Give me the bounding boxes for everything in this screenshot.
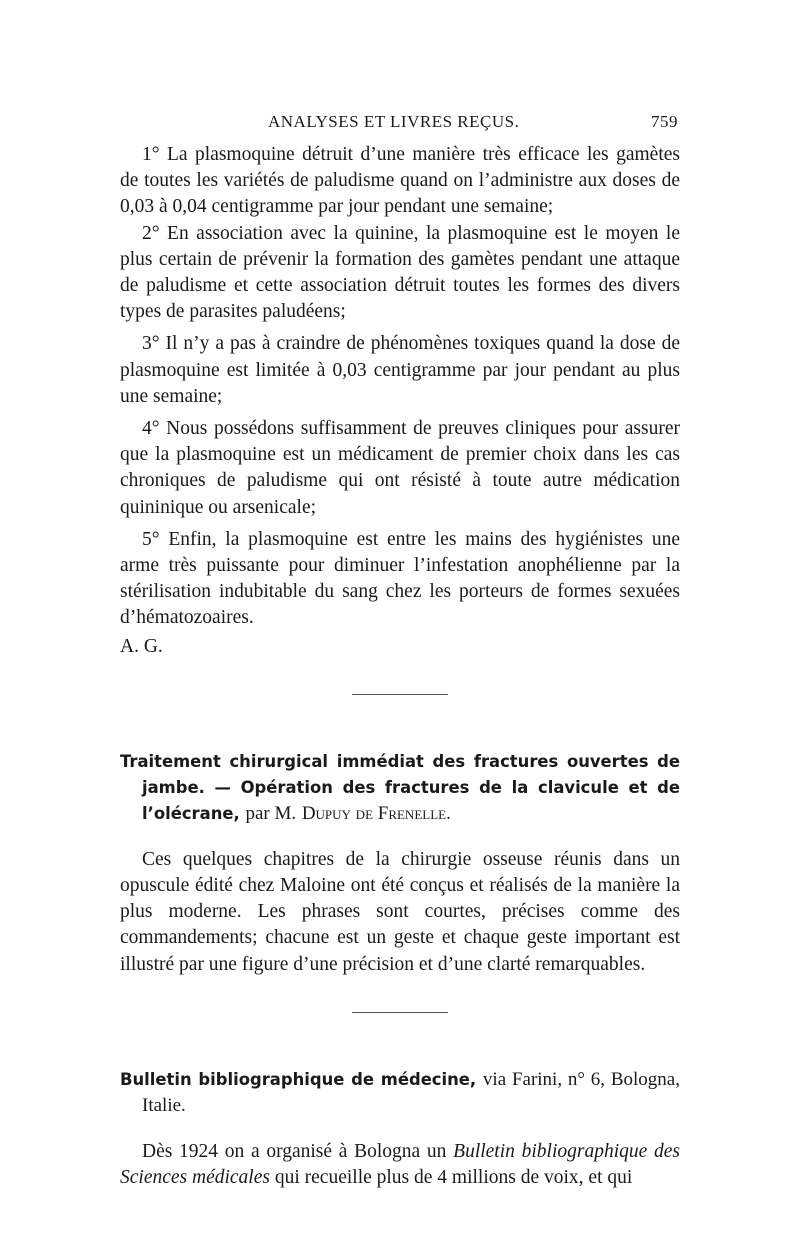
review-body: Ces quelques chapitres de la chirurgie osseuse réunis dans un opuscule édité chez Maloine ont été conçus et réalisés de la manière la plus moderne. Les phrases sont courtes, précises comme des commandements; chacune est un geste et chaque geste important est illustré par une figure d’une précision et d’une clarté remarquables. xyxy=(120,848,680,975)
review-title-bold: Traitement chirurgical immédiat des fractures ouvertes de jambe. — Opération des fractures de la clavicule et de l’olécrane, xyxy=(120,751,680,823)
bulletin-body-end: qui recueille plus de 4 millions de voix, et qui xyxy=(274,1167,633,1189)
conclusion-4: 4° Nous possédons suffisamment de preuves cliniques pour assurer que la plasmoquine est un médicament de premier choix dans les cas chroniques de paludisme qui ont résisté à toute autre médication quininique ou arsenicale; xyxy=(120,418,680,518)
bulletin-journal-title: Bulletin bibliographique des Sciences médicales xyxy=(120,1140,680,1189)
bulletin-title-bold: Bulletin bibliographique de médecine, xyxy=(120,1069,477,1089)
conclusion-5: 5° Enfin, la plasmoquine est entre les mains des hygiénistes une arme très puissante pour diminuer l’infestation anophélienne par la stérilisation indubitable du sang chez les porteurs de formes sexuées d’hématozoaires. xyxy=(120,528,680,629)
separator-rule xyxy=(352,1012,448,1013)
conclusion-1: 1° La plasmoquine détruit d’une manière très efficace les gamètes de toutes les variétés de paludisme quand on l’administre aux doses de 0,03 à 0,04 centigramme par jour pendant une semaine; xyxy=(120,144,680,218)
review-bulletin xyxy=(120,1067,680,1191)
page xyxy=(120,112,680,1191)
bulletin-body-start: Dès 1924 on a organisé à Bologna un xyxy=(142,1140,447,1162)
review-title xyxy=(120,749,680,827)
bulletin-title xyxy=(120,1067,680,1119)
page-number: 759 xyxy=(651,112,678,131)
bulletin-address: via Farini, n° 6, Bologna, Italie. xyxy=(142,1068,680,1116)
running-head: ANALYSES ET LIVRES REÇUS. xyxy=(268,112,520,131)
bulletin-body xyxy=(120,1139,680,1191)
running-header xyxy=(120,112,680,142)
separator-rule xyxy=(352,694,448,695)
signature: A. G. xyxy=(120,635,163,657)
conclusion-3: 3° Il n’y a pas à craindre de phénomènes toxiques quand la dose de plasmoquine est limitée à 0,03 centigramme par jour pendant au plus une semaine; xyxy=(120,333,680,407)
review-title-by: par M. xyxy=(245,802,297,824)
review-author: Dupuy de Frenelle. xyxy=(301,802,451,824)
review-surgery xyxy=(120,749,680,978)
conclusions-list xyxy=(120,142,680,660)
conclusion-2: 2° En association avec la quinine, la plasmoquine est le moyen le plus certain de prévenir la formation des gamètes pendant une attaque de paludisme et cette association détruit toutes les formes des divers types de parasites paludéens; xyxy=(120,222,680,323)
